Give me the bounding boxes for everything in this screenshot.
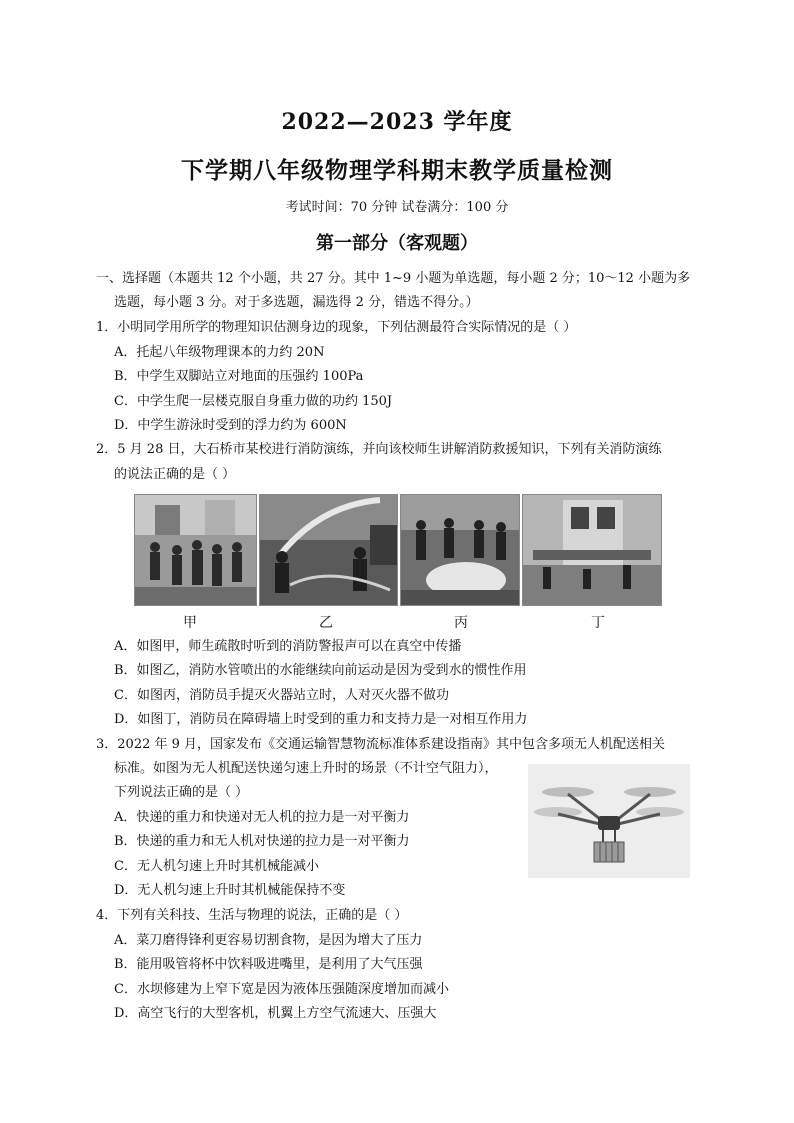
question-2-stem-line-2: 的说法正确的是（ ）	[114, 467, 236, 482]
question-4-stem: 4．下列有关科技、生活与物理的说法，正确的是（ ）	[96, 908, 408, 923]
question-3-option-c: C．无人机匀速上升时其机械能减小	[114, 859, 319, 874]
question-3-stem-line-2: 标准。如图为无人机配送快递匀速上升时的场景（不计空气阻力），	[114, 761, 498, 776]
photo-yi	[259, 494, 398, 606]
question-3-option-d: D．无人机匀速上升时其机械能保持不变	[114, 883, 346, 898]
photo-ding	[522, 494, 662, 606]
question-3-stem-line-1: 3．2022 年 9 月，国家发布《交通运输智慧物流标准体系建设指南》其中包含多项无人机配送相关	[96, 737, 666, 752]
photo-jia	[134, 494, 257, 606]
question-2-stem-line-1: 2．5 月 28 日，大石桥市某校进行消防演练，并向该校师生讲解消防救援知识，下列有关消防演练	[96, 442, 662, 457]
question-2-option-b: B．如图乙，消防水管喷出的水能继续向前运动是因为受到水的惯性作用	[114, 663, 527, 678]
question-1-option-a: A．托起八年级物理课本的力约 20N	[114, 345, 325, 360]
question-2-option-c: C．如图丙，消防员手提灭火器站立时，人对灭火器不做功	[114, 688, 449, 703]
exam-info: 考试时间：70 分钟 试卷满分：100 分	[285, 200, 509, 215]
question-3-stem-line-3: 下列说法正确的是（ ）	[114, 785, 249, 800]
photo-caption-jia: 甲	[183, 615, 197, 631]
photo-caption-ding: 丁	[591, 615, 605, 631]
part-title: 第一部分（客观题）	[316, 233, 478, 254]
year-title: 2022—2023 学年度	[281, 109, 513, 135]
question-4-option-c: C．水坝修建为上窄下宽是因为液体压强随深度增加而减小	[114, 982, 449, 997]
photo-caption-bing: 丙	[454, 615, 468, 631]
exam-title: 下学期八年级物理学科期末教学质量检测	[181, 157, 613, 184]
section-intro-line-2: 选题，每小题 3 分。对于多选题，漏选得 2 分，错选不得分。）	[114, 295, 479, 310]
question-4-option-a: A．菜刀磨得锋利更容易切割食物，是因为增大了压力	[114, 933, 423, 948]
photo-caption-yi: 乙	[319, 615, 333, 631]
question-1-stem: 1．小明同学用所学的物理知识估测身边的现象，下列估测最符合实际情况的是（ ）	[96, 320, 577, 335]
question-1-option-b: B．中学生双脚站立对地面的压强约 100Pa	[114, 369, 364, 384]
question-1-option-c: C．中学生爬一层楼克服自身重力做的功约 150J	[114, 394, 393, 409]
question-2-option-d: D．如图丁，消防员在障碍墙上时受到的重力和支持力是一对相互作用力	[114, 712, 528, 727]
section-intro-line-1: 一、选择题（本题共 12 个小题，共 27 分。其中 1~9 小题为单选题，每小题 2 分；10～12 小题为多	[96, 271, 691, 286]
drone-delivery-photo	[528, 764, 690, 878]
question-3-option-a: A．快递的重力和快递对无人机的拉力是一对平衡力	[114, 810, 410, 825]
question-2-option-a: A．如图甲，师生疏散时听到的消防警报声可以在真空中传播	[114, 639, 462, 654]
question-4-option-d: D．高空飞行的大型客机，机翼上方空气流速大、压强大	[114, 1006, 437, 1021]
question-1-option-d: D．中学生游泳时受到的浮力约为 600N	[114, 418, 347, 433]
question-4-option-b: B．能用吸管将杯中饮料吸进嘴里，是利用了大气压强	[114, 957, 423, 972]
photo-bing	[400, 494, 520, 606]
question-3-option-b: B．快递的重力和无人机对快递的拉力是一对平衡力	[114, 834, 410, 849]
